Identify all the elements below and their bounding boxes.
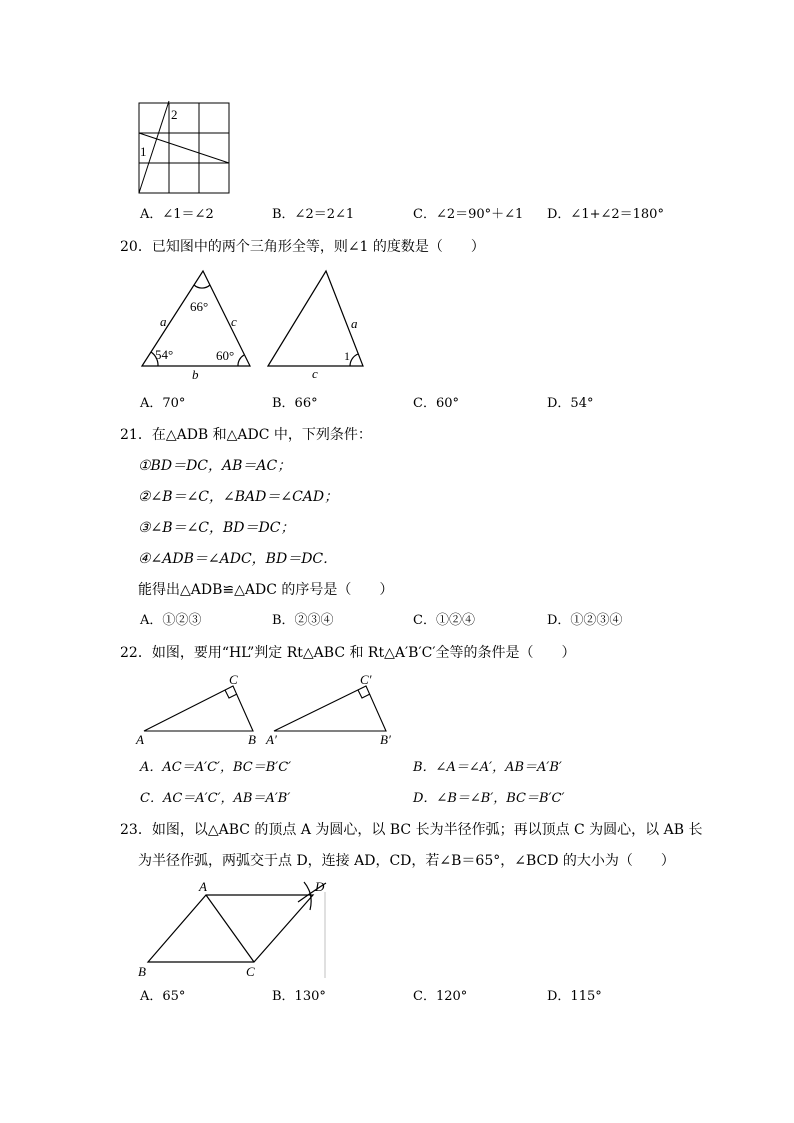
q20-right-side-a: a [351,316,358,331]
q21-option-a[interactable]: A．①②③ [140,613,202,628]
q21-ask: 能得出△ADB≌△ADC 的序号是（ ） [138,582,394,598]
q23-option-a[interactable]: A．65° [140,989,186,1004]
q22-option-d[interactable]: D．∠B＝∠B′，BC＝B′C′ [413,791,565,806]
q21-option-c[interactable]: C．①②④ [413,613,475,628]
q20-triangles-figure [138,268,368,384]
q20-angle-1: 1 [344,349,350,363]
q20-option-c[interactable]: C．60° [413,396,459,411]
q23-label-c: C [246,964,255,979]
q19-option-b[interactable]: B．∠2＝2∠1 [272,207,355,222]
q23-label-b: B [138,964,146,979]
q21-option-d[interactable]: D．①②③④ [547,613,623,628]
q22-right-triangles-figure [136,670,406,750]
q23-option-b[interactable]: B．130° [272,989,326,1004]
q22-label-b2: B′ [380,732,391,747]
q19-option-d[interactable]: D．∠1+∠2＝180° [547,207,664,222]
q23-option-c[interactable]: C．120° [413,989,468,1004]
q22-stem: 22．如图，要用“HL”判定 Rt△ABC 和 Rt△A′B′C′全等的条件是（ ） [120,645,576,661]
q22-label-a2: A′ [266,732,277,747]
q23-label-a: A [199,879,207,894]
q22-label-c: C [229,672,238,687]
q19-grid-figure [138,101,234,195]
q20-top-angle: 66° [190,299,209,314]
q23-label-d: D [315,879,325,894]
q19-option-a[interactable]: A．∠1＝∠2 [140,207,214,222]
q22-triangle-abc [144,686,253,731]
q20-left-angle: 54° [155,347,174,362]
q21-condition-2: ②∠B＝∠C，∠BAD＝∠CAD； [138,489,339,505]
q23-parallelogram-figure [136,878,336,982]
q23-option-d[interactable]: D．115° [547,989,602,1004]
q21-stem: 21．在△ADB 和△ADC 中，下列条件： [120,427,372,443]
q23-stem-line2: 为半径作弧，两弧交于点 D，连接 AD，CD，若∠B＝65°，∠BCD 的大小为（ ） [138,853,675,869]
q20-left-side-c: c [231,314,237,329]
q19-option-c[interactable]: C．∠2＝90°＋∠1 [413,207,524,222]
q20-option-a[interactable]: A．70° [140,396,186,411]
q20-right-angle: 60° [216,348,235,363]
q21-condition-3: ③∠B＝∠C，BD＝DC； [138,520,295,536]
q20-left-side-a: a [160,314,167,329]
q22-option-b[interactable]: B．∠A＝∠A′，AB＝A′B′ [413,760,562,775]
q22-triangle-a2b2c2 [274,686,386,731]
q20-right-side-c: c [312,366,318,381]
q20-left-side-b: b [192,367,199,382]
q22-label-c2: C′ [360,672,372,687]
q19-label-2: 2 [171,107,178,122]
q22-label-a: A [136,732,144,747]
q19-shallow-line [139,133,229,163]
q20-option-b[interactable]: B．66° [272,396,318,411]
q21-condition-4: ④∠ADB＝∠ADC，BD＝DC． [138,551,338,567]
q20-stem: 20．已知图中的两个三角形全等，则∠1 的度数是（ ） [120,239,485,255]
q23-diagonal-ac [206,895,254,962]
q22-option-a[interactable]: A．AC＝A′C′，BC＝B′C′ [140,760,292,775]
q21-option-b[interactable]: B．②③④ [272,613,334,628]
q22-option-c[interactable]: C．AC＝A′C′，AB＝A′B′ [140,791,291,806]
q23-stem-line1: 23．如图，以△ABC 的顶点 A 为圆心，以 BC 长为半径作弧；再以顶点 C 为圆心，以 AB 长 [120,822,703,838]
q19-label-1: 1 [140,144,147,159]
q21-condition-1: ①BD＝DC，AB＝AC； [138,458,292,474]
q22-label-b: B [248,732,256,747]
q20-option-d[interactable]: D．54° [547,396,594,411]
